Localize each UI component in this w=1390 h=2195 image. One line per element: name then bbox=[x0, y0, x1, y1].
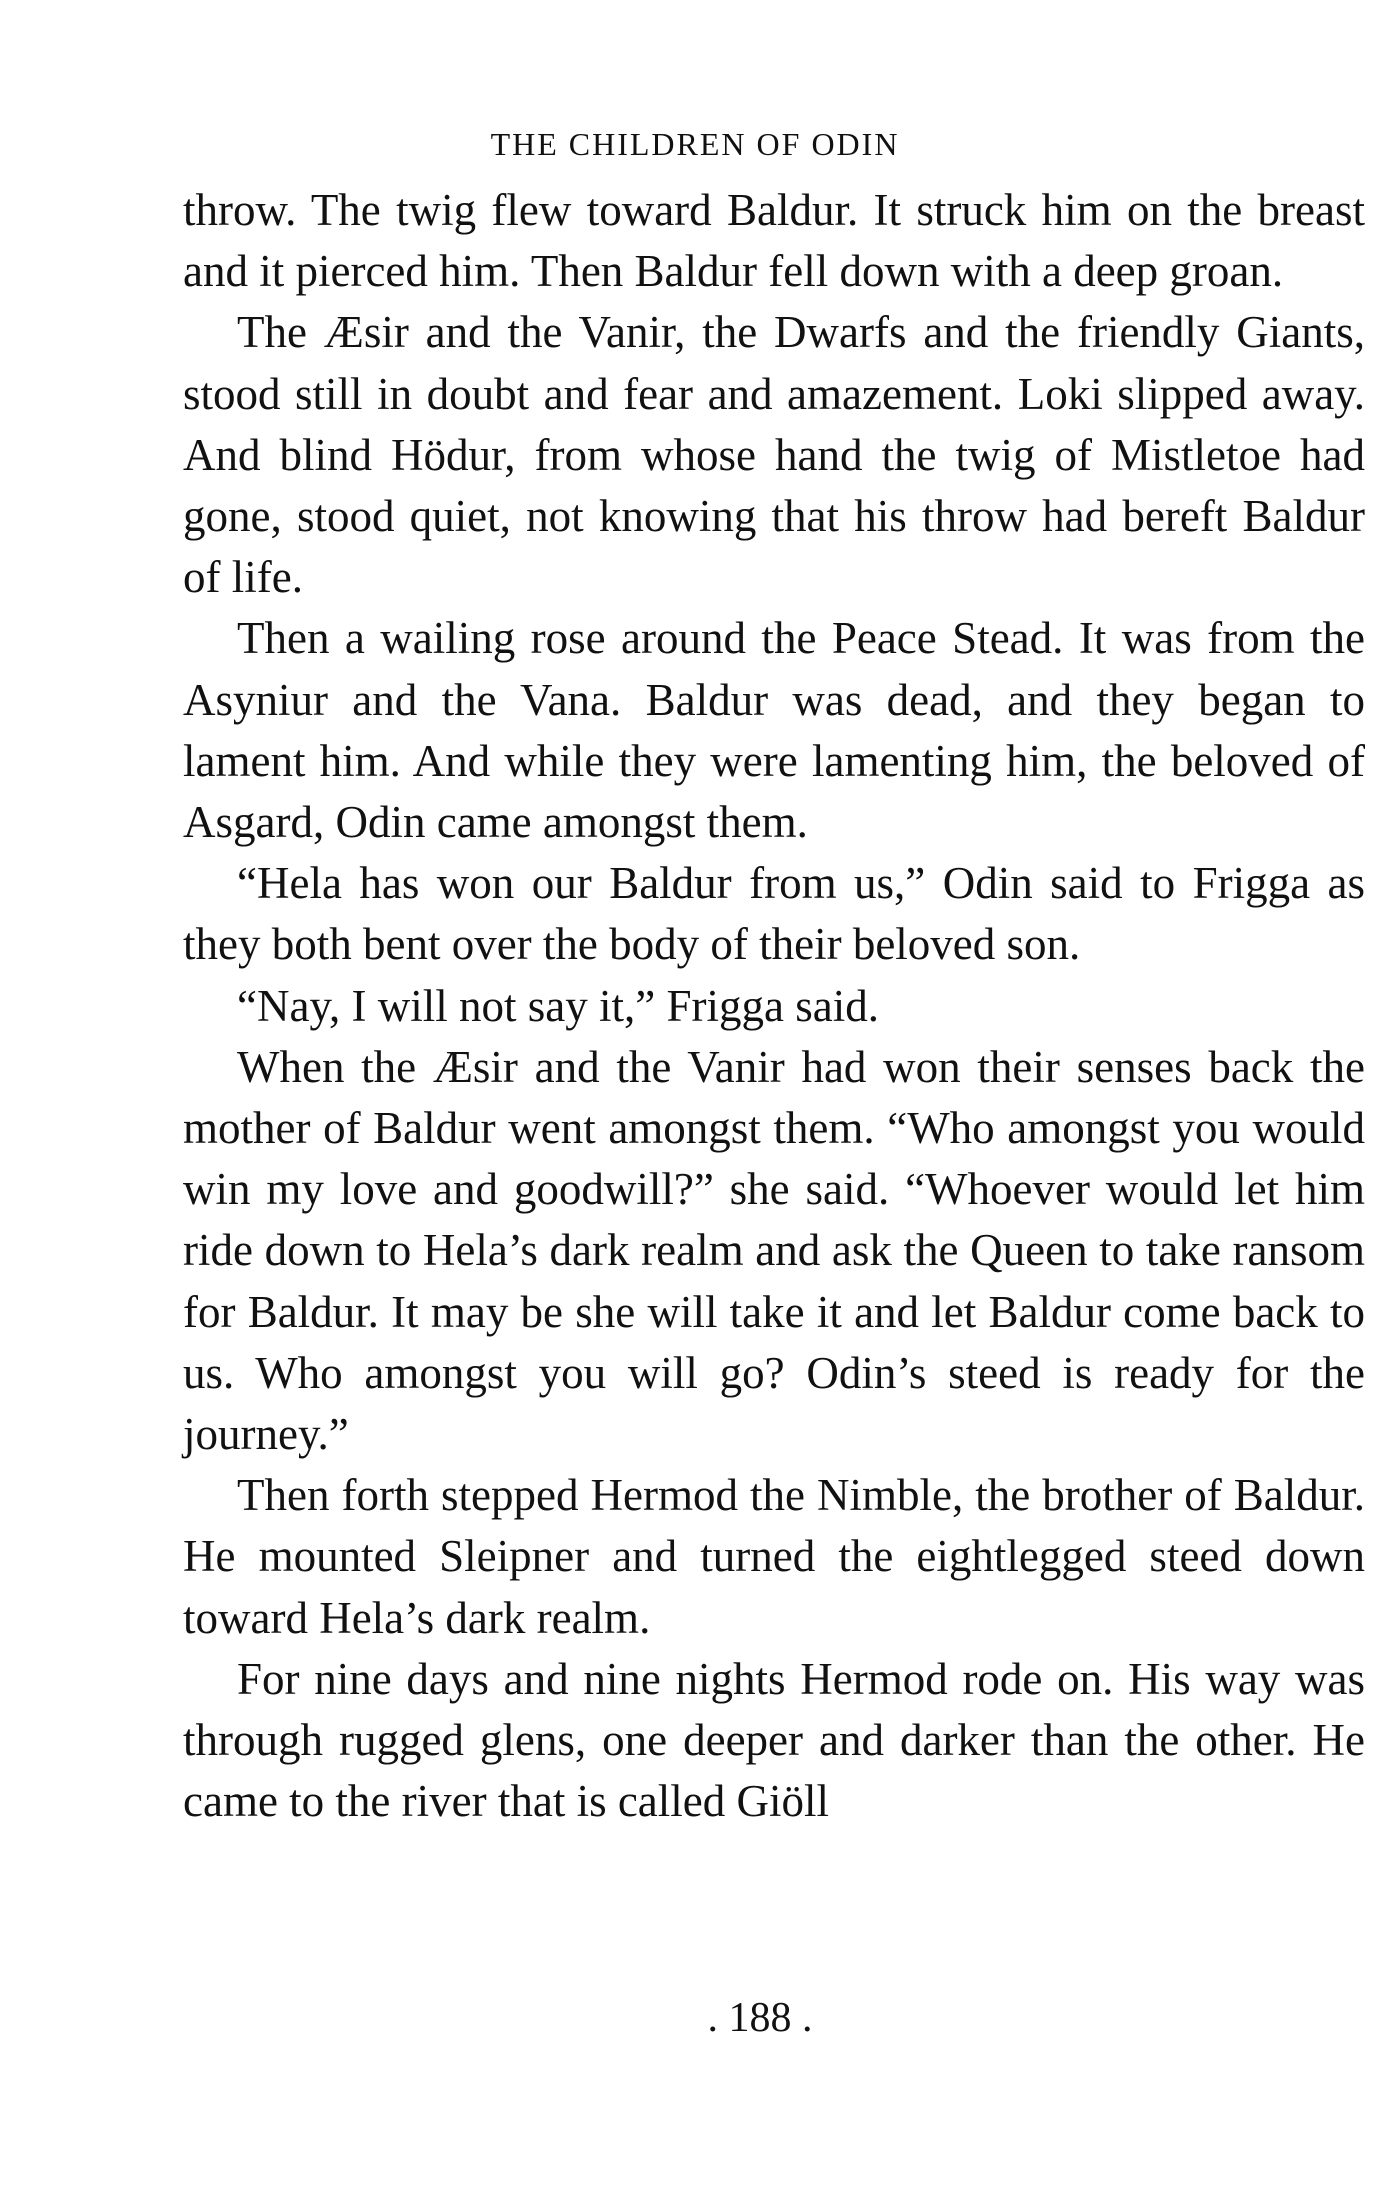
paragraph-3: Then a wailing rose around the Peace Stead. It was from the Asyniur and the Vana. Baldur was dead, and they began to lament him. And while they were lamenting him, the beloved of Asgard, Odin came amongst them. bbox=[183, 613, 1365, 848]
paragraph-1: throw. The twig flew toward Baldur. It struck him on the breast and it pierced him. Then Baldur fell down with a deep groan. bbox=[183, 185, 1365, 297]
paragraph-2: The Æsir and the Vanir, the Dwarfs and the friendly Giants, stood still in doubt and fear and amazement. Loki slipped away. And blind Hödur, from whose hand the twig of Mistletoe had gone, stood quiet, not knowing that his throw had bereft Baldur of life. bbox=[183, 307, 1365, 603]
paragraph-8: For nine days and nine nights Hermod rode on. His way was through rugged glens, one deeper and darker than the other. He came to the river that is called Giöll bbox=[183, 1653, 1365, 1827]
running-head: THE CHILDREN OF ODIN bbox=[490, 126, 900, 162]
paragraph-5: “Nay, I will not say it,” Frigga said. bbox=[237, 980, 879, 1031]
paragraph-4: “Hela has won our Baldur from us,” Odin said to Frigga as they both bent over the body of their beloved son. bbox=[183, 858, 1365, 970]
paragraph-6: When the Æsir and the Vanir had won their senses back the mother of Baldur went amongst them. “Who amongst you would win my love and goodwill?” she said. “Whoever would let him ride down to Hela’s dark realm and ask the Queen to take ransom for Baldur. It may be she will take it and let Baldur come back to us. Who amongst you will go? Odin’s steed is ready for the journey.” bbox=[183, 1041, 1365, 1460]
paragraph-7: Then forth stepped Hermod the Nimble, the brother of Baldur. He mounted Sleipner and turned the eightlegged steed down toward Hela’s dark realm. bbox=[183, 1470, 1365, 1643]
page-number: . 188 . bbox=[707, 1995, 813, 2041]
body-text bbox=[183, 180, 1365, 1832]
